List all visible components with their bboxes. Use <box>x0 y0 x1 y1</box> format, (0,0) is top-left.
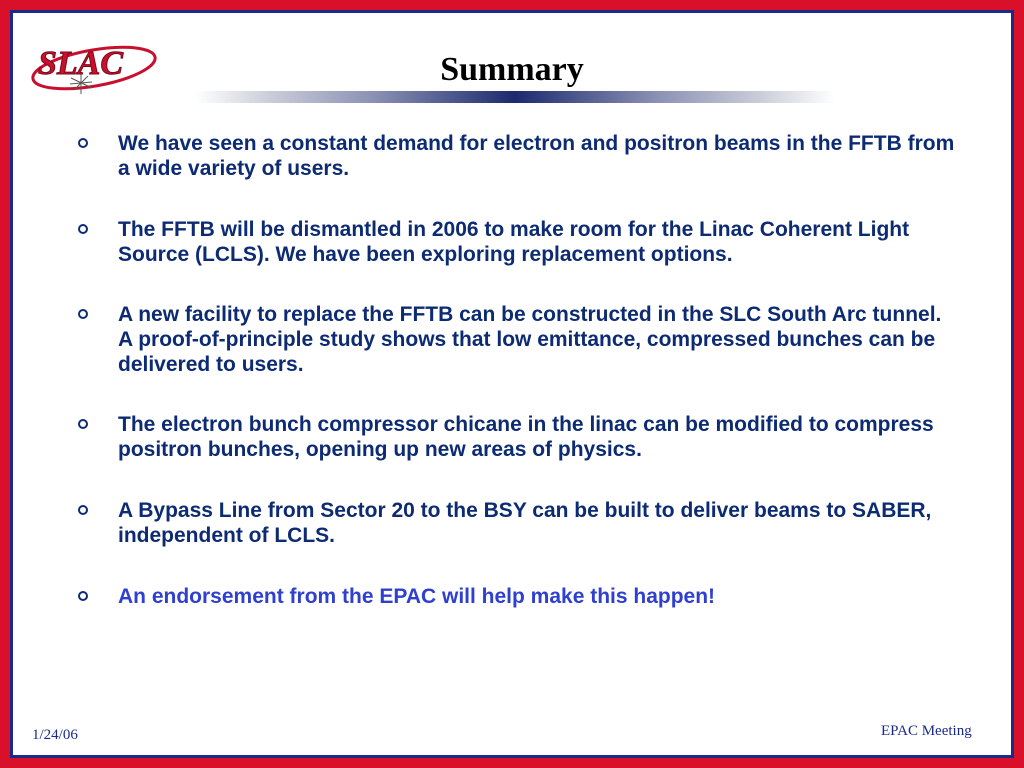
title-underline <box>195 91 835 103</box>
footer-date: 1/24/06 <box>32 727 78 743</box>
bullet-item <box>78 131 958 181</box>
bullet-text: A new facility to replace the FFTB can be constructed in the SLC South Arc tunnel. A proof-of-principle study shows that low emittance, compressed bunches can be delivered to users. <box>118 303 942 376</box>
bullet-text: We have seen a constant demand for electron and positron beams in the FFTB from a wide variety of users. <box>118 132 955 180</box>
bullet-circle-icon <box>78 224 88 234</box>
bullet-list <box>78 131 958 645</box>
bullet-item <box>78 412 958 462</box>
bullet-circle-icon <box>78 505 88 515</box>
bullet-text: An endorsement from the EPAC will help make this happen! <box>118 585 716 608</box>
bullet-text: The FFTB will be dismantled in 2006 to make room for the Linac Coherent Light Source (LCLS). We have been exploring replacement options. <box>118 218 910 266</box>
bullet-item <box>78 302 958 377</box>
logo-lettering: SLAC <box>38 45 124 82</box>
bullet-text: The electron bunch compressor chicane in the linac can be modified to compress positron bunches, opening up new areas of physics. <box>118 413 934 461</box>
bullet-circle-icon <box>78 309 88 319</box>
bullet-text: A Bypass Line from Sector 20 to the BSY can be built to deliver beams to SABER, independent of LCLS. <box>118 499 932 547</box>
footer-meeting-name: EPAC Meeting <box>881 723 972 739</box>
bullet-item <box>78 498 958 548</box>
bullet-circle-icon <box>78 138 88 148</box>
bullet-circle-icon <box>78 419 88 429</box>
slide-title: Summary <box>440 51 584 88</box>
bullet-circle-icon <box>78 591 88 601</box>
bullet-item-highlight <box>78 584 958 609</box>
bullet-item <box>78 217 958 267</box>
